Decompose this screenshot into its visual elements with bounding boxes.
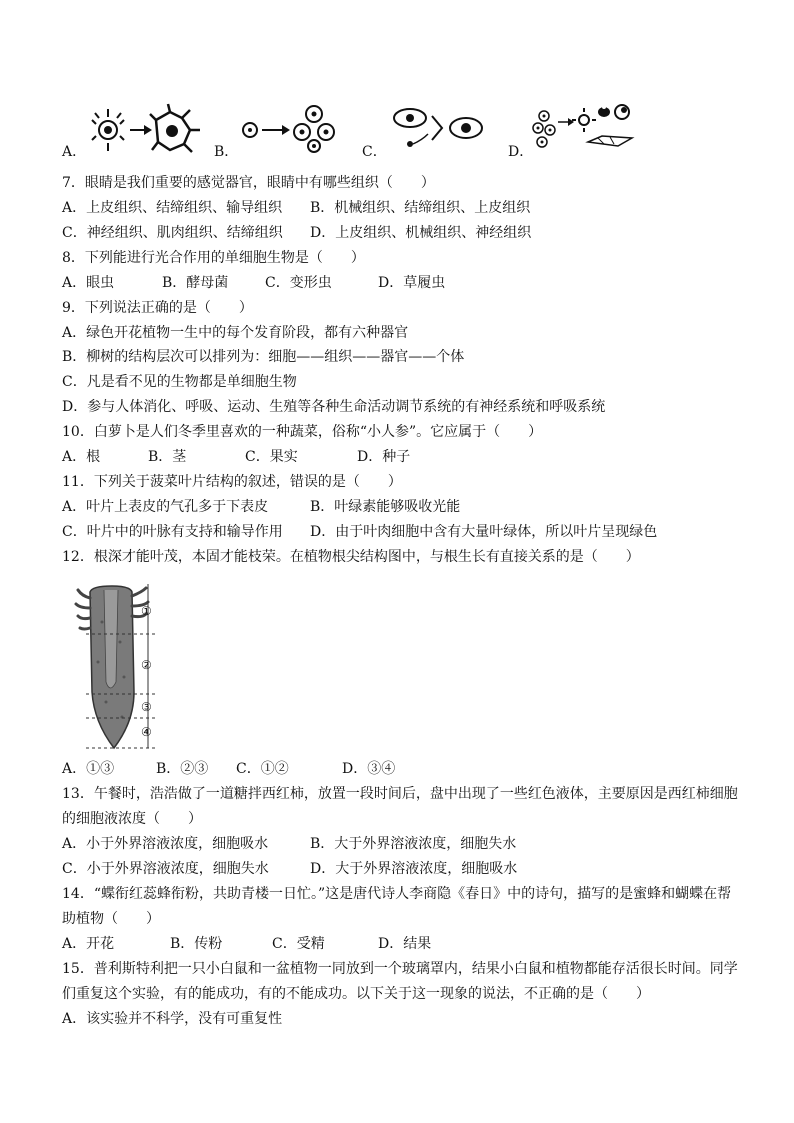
q8-option-d: D．草履虫 — [378, 275, 446, 291]
q10-option-b: B．茎 — [148, 449, 187, 465]
root-tip-drawing — [72, 582, 168, 752]
q12-option-b: B．②③ — [156, 761, 209, 777]
q14-option-d: D．结果 — [378, 936, 432, 952]
q12-option-d: D．③④ — [342, 761, 396, 777]
q8-option-c: C．变形虫 — [265, 275, 332, 291]
q15-stem-line-2: 们重复这个实验，有的能成功，有的不能成功。以下关于这一现象的说法，不正确的是（ ） — [62, 986, 650, 1002]
q11-option-c: C．叶片中的叶脉有支持和输导作用 — [62, 524, 283, 540]
q14-option-c: C．受精 — [272, 936, 325, 952]
q13-option-d: D．大于外界溶液浓度，细胞吸水 — [310, 861, 518, 877]
q6-option-c-label: C． — [362, 144, 387, 160]
q6-option-d-figure — [532, 100, 636, 152]
q11-option-d: D．由于叶肉细胞中含有大量叶绿体，所以叶片呈现绿色 — [310, 524, 658, 540]
q9-option-b: B．柳树的结构层次可以排列为：细胞——组织——器官——个体 — [62, 349, 465, 365]
q12-option-a: A．①③ — [62, 761, 115, 777]
q6-option-a-label: A． — [62, 144, 87, 160]
q7-option-a: A．上皮组织、结缔组织、输导组织 — [62, 200, 283, 216]
q7-stem: 7．眼睛是我们重要的感觉器官，眼睛中有哪些组织（ ） — [62, 175, 435, 191]
q11-option-a: A．叶片上表皮的气孔多于下表皮 — [62, 499, 269, 515]
q10-option-a: A．根 — [62, 449, 101, 465]
q15-option-a: A．该实验并不科学，没有可重复性 — [62, 1011, 283, 1027]
q14-option-a: A．开花 — [62, 936, 115, 952]
q14-stem-line-1: 14．“蝶衔红蕊蜂衔粉，共助青楼一日忙。”这是唐代诗人李商隐《春日》中的诗句，描写的是蜜蜂和蝴蝶在帮 — [62, 886, 732, 902]
q11-stem: 11．下列关于菠菜叶片结构的叙述，错误的是（ ） — [62, 474, 402, 490]
q13-stem-line-2: 的细胞液浓度（ ） — [62, 811, 202, 827]
q14-option-b: B．传粉 — [170, 936, 223, 952]
q6-option-b-label: B． — [214, 144, 239, 160]
q8-option-b: B．酵母菌 — [162, 275, 229, 291]
q8-stem: 8．下列能进行光合作用的单细胞生物是（ ） — [62, 250, 365, 266]
q8-option-a: A．眼虫 — [62, 275, 115, 291]
q10-option-d: D．种子 — [357, 449, 411, 465]
q12-stem: 12．根深才能叶茂，本固才能枝荣。在植物根尖结构图中，与根生长有直接关系的是（ ） — [62, 549, 640, 565]
root-label-4: ④ — [141, 725, 152, 739]
q10-stem: 10．白萝卜是人们冬季里喜欢的一种蔬菜，俗称“小人参”。它应属于（ ） — [62, 424, 543, 440]
q9-option-c: C．凡是看不见的生物都是单细胞生物 — [62, 374, 297, 390]
root-label-3: ③ — [141, 700, 152, 714]
q13-option-a: A．小于外界溶液浓度，细胞吸水 — [62, 836, 269, 852]
q9-stem: 9．下列说法正确的是（ ） — [62, 300, 253, 316]
q7-option-b: B．机械组织、结缔组织、上皮组织 — [310, 200, 531, 216]
q6-option-c-figure — [388, 104, 492, 152]
q7-option-d: D．上皮组织、机械组织、神经组织 — [310, 225, 532, 241]
q13-option-b: B．大于外界溶液浓度，细胞失水 — [310, 836, 517, 852]
q6-option-b-figure — [240, 102, 336, 152]
q6-option-a-figure — [92, 104, 202, 156]
q11-option-b: B．叶绿素能够吸收光能 — [310, 499, 461, 515]
q15-stem-line-1: 15．普利斯特利把一只小白鼠和一盆植物一同放到一个玻璃罩内，结果小白鼠和植物都能存活很长时间。同学 — [62, 961, 738, 977]
q14-stem-line-2: 助植物（ ） — [62, 911, 160, 927]
root-label-2: ② — [141, 658, 152, 672]
q9-option-a: A．绿色开花植物一生中的每个发育阶段，都有六种器官 — [62, 325, 409, 341]
q9-option-d: D．参与人体消化、呼吸、运动、生殖等各种生命活动调节系统的有神经系统和呼吸系统 — [62, 399, 606, 415]
q13-option-c: C．小于外界溶液浓度，细胞失水 — [62, 861, 269, 877]
q13-stem-line-1: 13．午餐时，浩浩做了一道糖拌西红柿，放置一段时间后，盘中出现了一些红色液体，主要原因是西红柿细胞 — [62, 786, 738, 802]
q6-option-d-label: D． — [508, 144, 534, 160]
q10-option-c: C．果实 — [245, 449, 298, 465]
root-label-1: ① — [141, 604, 152, 618]
q7-option-c: C．神经组织、肌肉组织、结缔组织 — [62, 225, 283, 241]
q12-option-c: C．①② — [236, 761, 289, 777]
